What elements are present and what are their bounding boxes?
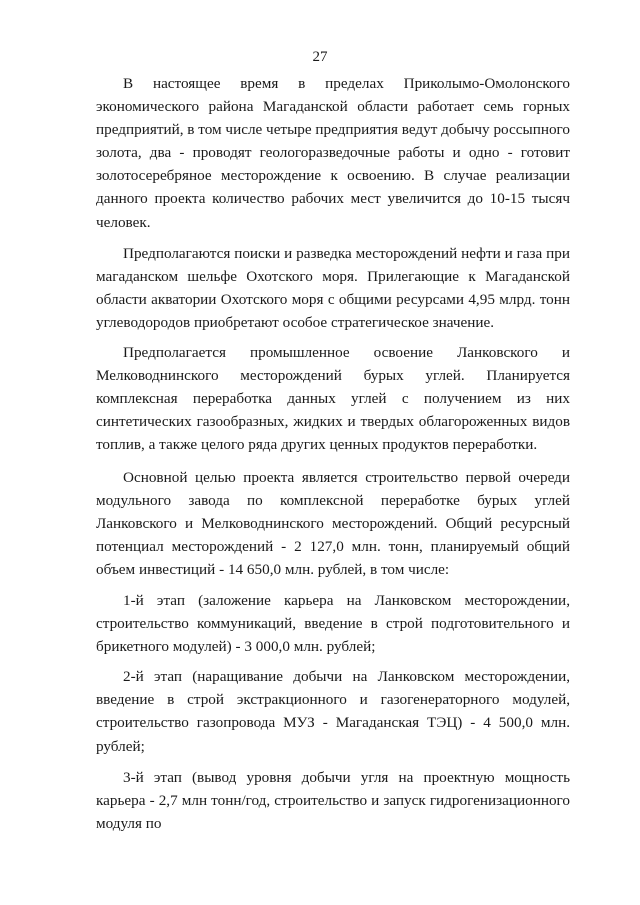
paragraph-stage-2: 2-й этап (наращивание добычи на Ланковском месторождении, введение в строй экстракционного и газогенераторного модулей, строительство газопровода МУЗ - Магаданская ТЭЦ) - 4 500,0 млн. рублей; (96, 668, 570, 755)
paragraph-brown-coal-development: Предполагается промышленное освоение Ланковского и Мелководнинского месторождений бурых углей. Планируется комплексная переработка данных углей с получением из них синтетических газообразных, жидких и твердых облагороженных видов топлив, а также целого ряда других ценных продуктов переработки. (96, 344, 570, 454)
paragraph-stage-3: 3-й этап (вывод уровня добычи угля на проектную мощность карьера - 2,7 млн тонн/год, строительство и запуск гидрогенизационного модуля по (96, 768, 570, 832)
paragraph-mining-enterprises: В настоящее время в пределах Приколымо-Омолонского экономического района Магаданской области работает семь горных предприятий, в том числе четыре предприятия ведут добычу россыпного золота, два - проводят геологоразведочные работы и одно - готовит золотосеребряное месторождение к освоению. В случае реализации данного проекта количество рабочих мест увеличится до 10-15 тысяч человек. (96, 75, 570, 231)
paragraph-project-goal: Основной целью проекта является строительство первой очереди модульного завода по комплексной переработке бурых углей Ланковского и Мелководнинского месторождений. Общий ресурсный потенциал месторождений - 2 127,0 млн. тонн, планируемый общий объем инвестиций - 14 650,0 млн. рублей, в том числе: (96, 468, 570, 578)
paragraph-oil-gas-exploration: Предполагаются поиски и разведка месторождений нефти и газа при магаданском шельфе Охотского моря. Прилегающие к Магаданской области акватории Охотского моря с общими ресурсами 4,95 млрд. тонн углеводородов приобретают особое стратегическое значение. (96, 244, 570, 331)
page-number: 27 (312, 49, 328, 65)
paragraph-stage-1: 1-й этап (заложение карьера на Ланковском месторождении, строительство коммуникаций, введение в строй подготовительного и брикетного модулей) - 3 000,0 млн. рублей; (96, 591, 570, 656)
document-body (96, 72, 570, 835)
